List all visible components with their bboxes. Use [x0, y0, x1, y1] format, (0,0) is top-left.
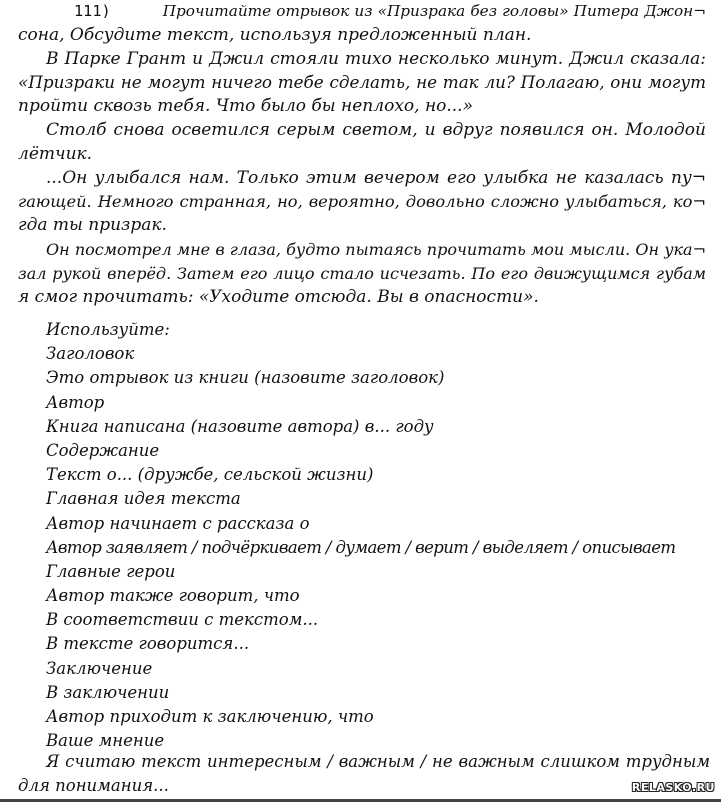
plan-item: Главные герои — [46, 561, 176, 581]
plan-item: Автор приходит к заключению, что — [46, 707, 374, 726]
plan-item: В тексте говорится... — [46, 634, 250, 654]
passage — [18, 48, 706, 310]
opinion-line: для понимания... — [18, 776, 169, 795]
passage-line: пройти сквозь тебя. Что было бы неплохо, но...» — [18, 96, 473, 117]
plan-item: Автор начинает с рассказа о — [46, 513, 310, 533]
plan-item: Автор также говорит, что — [46, 586, 300, 606]
plan-item: Автор заявляет / подчёркивает / думает / верит / выделяет / описывает — [46, 537, 676, 557]
passage-line: я смог прочитать: «Уходите отсюда. Вы в опасности». — [18, 286, 539, 307]
plan-item: Главная идея текста — [46, 489, 241, 509]
passage-line: гающей. Немного странная, но, вероятно, довольно сложно улыбаться, ко¬ — [18, 192, 706, 212]
passage-line: зал рукой вперёд. Затем его лицо стало исчезать. По его движущимся губам — [18, 263, 706, 283]
passage-line: Он посмотрел мне в глаза, будто пытаясь прочитать мои мысли. Он ука¬ — [46, 239, 706, 259]
passage-line: Столб снова осветился серым светом, и вдруг появился он. Молодой — [46, 119, 706, 140]
plan-item: В заключении — [46, 682, 170, 702]
opinion-sentence — [18, 750, 710, 798]
plan-item: Это отрывок из книги (назовите заголовок) — [46, 368, 445, 388]
plan-item: Текст о... (дружбе, сельской жизни) — [46, 465, 374, 485]
plan-item: Содержание — [46, 440, 160, 460]
plan-item: Автор — [46, 392, 105, 412]
passage-line: В Парке Грант и Джил стояли тихо несколько минут. Джил сказала: — [46, 48, 706, 69]
instruction-line: 111) Прочитайте отрывок из «Призрака без головы» Питера Джон¬ — [74, 2, 706, 20]
instruction-line: сона, Обсудите текст, используя предложенный план. — [18, 24, 532, 45]
exercise-instruction — [18, 0, 706, 48]
opinion-line: Я считаю текст интересным / важным / не важным слишком трудным — [46, 752, 710, 771]
plan-item: В соответствии с текстом... — [46, 610, 319, 630]
plan-item: Заголовок — [46, 344, 135, 364]
passage-line: ...Он улыбался нам. Только этим вечером его улыбка не казалась пу¬ — [46, 167, 706, 188]
passage-line: «Призраки не могут ничего тебе сделать, не так ли? Полагаю, они могут — [18, 72, 706, 93]
plan-item: Используйте: — [46, 320, 170, 339]
passage-line: лётчик. — [18, 143, 93, 164]
plan-item: Книга написана (назовите автора) в... году — [46, 416, 434, 436]
plan-item: Ваше мнение — [46, 731, 165, 751]
passage-line: гда ты призрак. — [18, 215, 167, 236]
exercise-number: 111) — [74, 2, 111, 20]
watermark: RELASKO.RU — [631, 781, 715, 794]
plan-item: Заключение — [46, 658, 153, 678]
plan-list — [46, 318, 716, 753]
